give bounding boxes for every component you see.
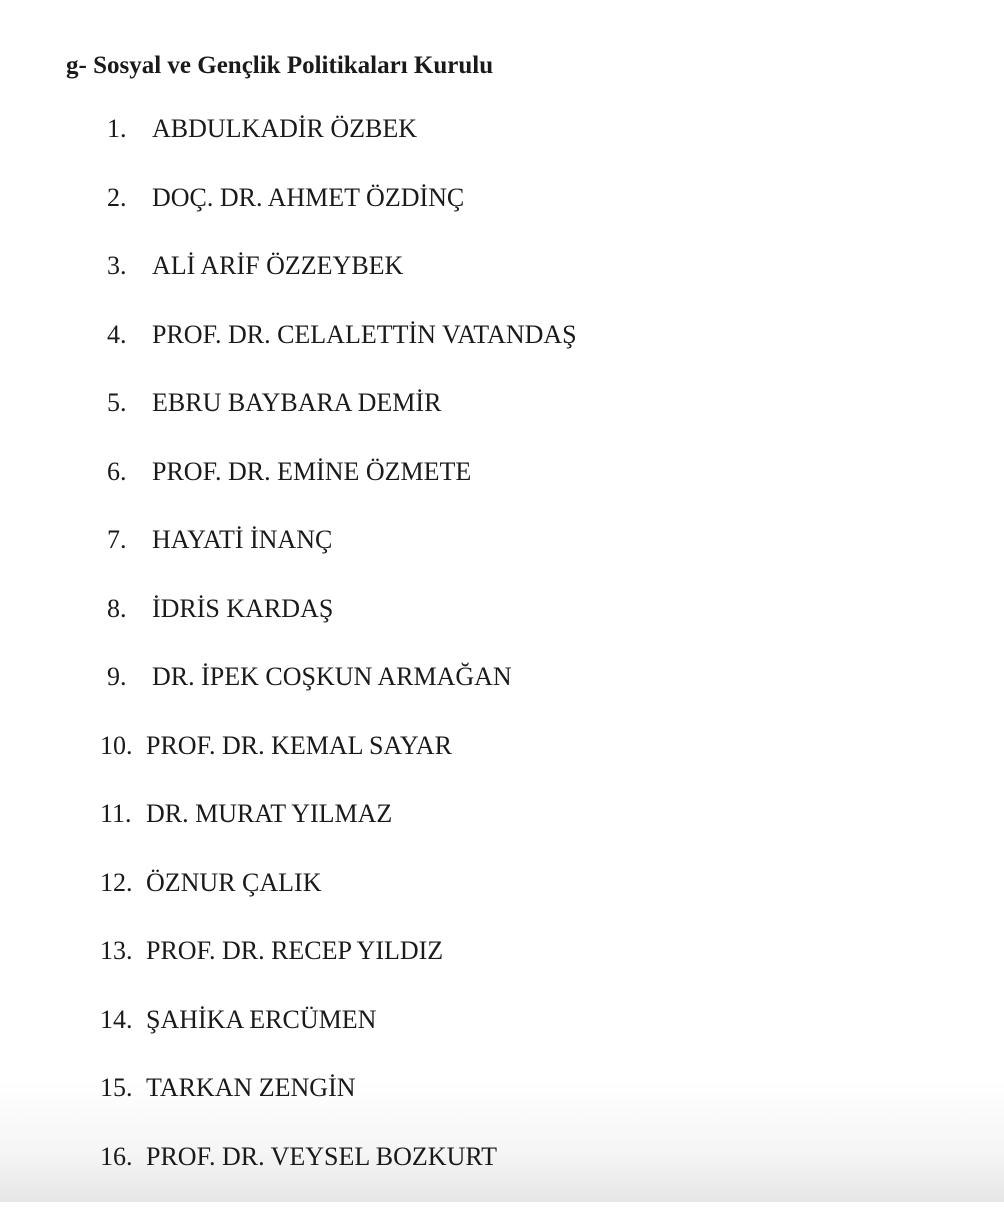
member-number: 4. — [107, 320, 152, 350]
member-list-item — [0, 731, 577, 800]
member-number: 14. — [100, 1005, 146, 1035]
member-name: DR. MURAT YILMAZ — [146, 799, 392, 829]
member-number: 13. — [100, 936, 146, 966]
member-list-item — [0, 1142, 577, 1210]
member-name: ÖZNUR ÇALIK — [146, 868, 322, 898]
section-heading: g- Sosyal ve Gençlik Politikaları Kurulu — [66, 52, 493, 80]
member-number: 2. — [107, 183, 152, 213]
member-number: 9. — [107, 662, 152, 692]
member-list-item — [0, 251, 577, 320]
member-list-item — [0, 525, 577, 594]
member-list-item — [0, 114, 577, 183]
member-name: PROF. DR. VEYSEL BOZKURT — [146, 1142, 497, 1172]
member-name: EBRU BAYBARA DEMİR — [152, 388, 441, 418]
member-name: PROF. DR. RECEP YILDIZ — [146, 936, 443, 966]
member-list-item — [0, 868, 577, 937]
member-number: 6. — [107, 457, 152, 487]
member-name: DOÇ. DR. AHMET ÖZDİNÇ — [152, 183, 464, 213]
member-name: PROF. DR. KEMAL SAYAR — [146, 731, 452, 761]
member-number: 1. — [107, 114, 152, 144]
member-list-item — [0, 799, 577, 868]
member-number: 11. — [100, 799, 146, 829]
member-name: HAYATİ İNANÇ — [152, 525, 332, 555]
member-list-item — [0, 594, 577, 663]
member-list-item — [0, 662, 577, 731]
member-number: 8. — [107, 594, 152, 624]
member-list-item — [0, 936, 577, 1005]
member-name: ABDULKADİR ÖZBEK — [152, 114, 417, 144]
member-number: 7. — [107, 525, 152, 555]
member-list-item — [0, 1005, 577, 1074]
member-name: PROF. DR. EMİNE ÖZMETE — [152, 457, 471, 487]
member-number: 5. — [107, 388, 152, 418]
member-list — [0, 114, 577, 1210]
member-number: 15. — [100, 1073, 146, 1103]
member-list-item — [0, 457, 577, 526]
member-number: 10. — [100, 731, 146, 761]
member-number: 12. — [100, 868, 146, 898]
member-name: TARKAN ZENGİN — [146, 1073, 356, 1103]
member-list-item — [0, 320, 577, 389]
member-name: ALİ ARİF ÖZZEYBEK — [152, 251, 403, 281]
member-list-item — [0, 388, 577, 457]
member-number: 16. — [100, 1142, 146, 1172]
member-name: ŞAHİKA ERCÜMEN — [146, 1005, 376, 1035]
member-number: 3. — [107, 251, 152, 281]
member-list-item — [0, 183, 577, 252]
member-list-item — [0, 1073, 577, 1142]
member-name: DR. İPEK COŞKUN ARMAĞAN — [152, 662, 512, 692]
member-name: İDRİS KARDAŞ — [152, 594, 333, 624]
member-name: PROF. DR. CELALETTİN VATANDAŞ — [152, 320, 577, 350]
